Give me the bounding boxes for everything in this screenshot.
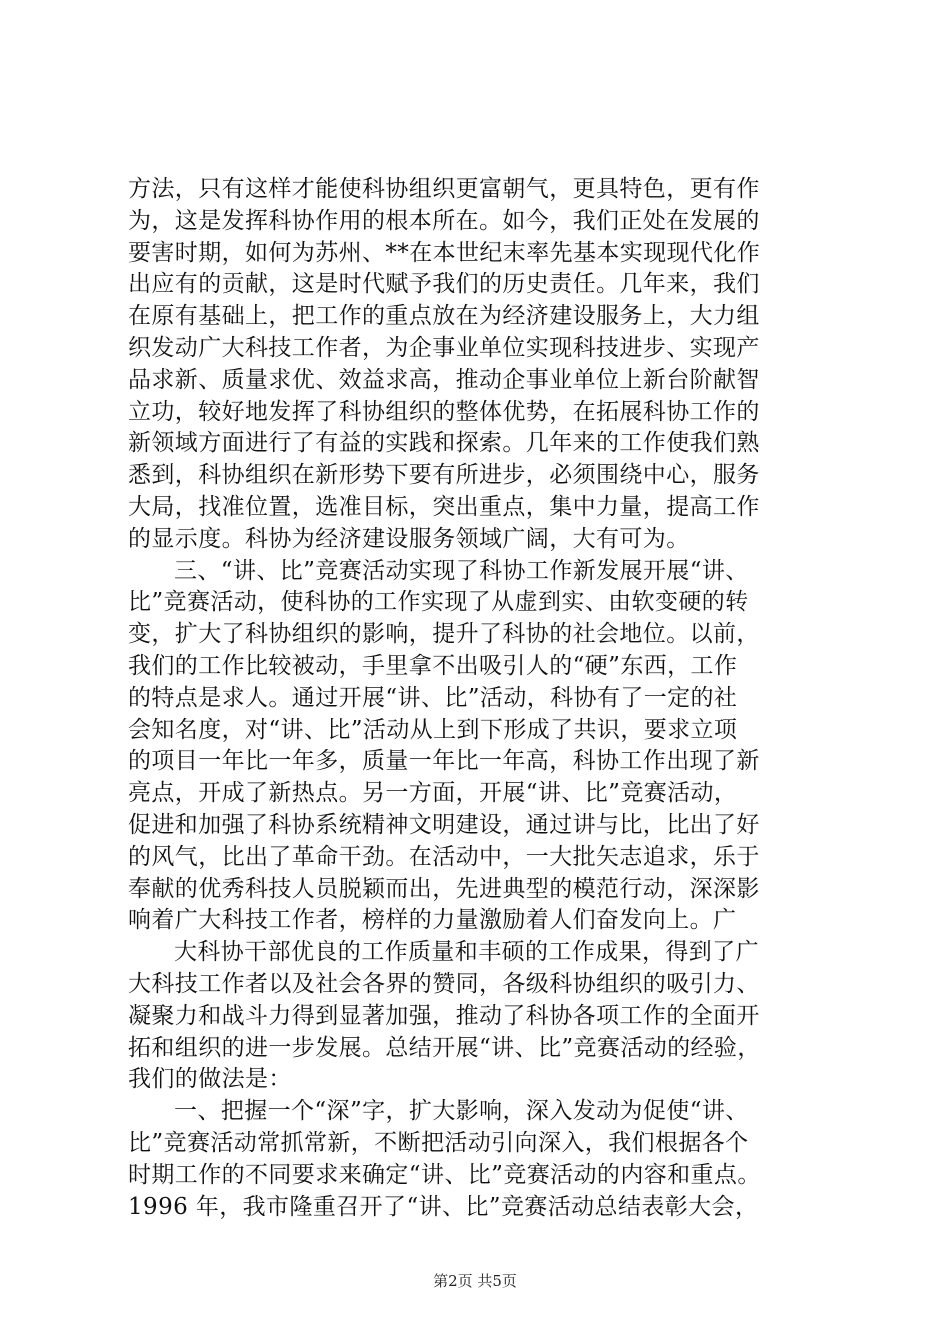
text-line: 1996 年，我市隆重召开了“讲、比”竞赛活动总结表彰大会， <box>128 1193 759 1220</box>
text-line: 新领域方面进行了有益的实践和探索。几年来的工作使我们熟 <box>128 430 760 457</box>
text-line: 凝聚力和战斗力得到显著加强，推动了科协各项工作的全面开 <box>128 1002 760 1029</box>
text-line: 方法，只有这样才能使科协组织更富朝气，更具特色，更有作 <box>128 176 760 202</box>
body-text <box>128 174 828 1223</box>
text-line: 大科技工作者以及社会各界的赞同，各级科协组织的吸引力、 <box>128 970 760 997</box>
text-line: 的风气，比出了革命干劲。在活动中，一大批矢志追求，乐于 <box>128 843 760 870</box>
text-line: 变，扩大了科协组织的影响，提升了科协的社会地位。以前， <box>128 621 760 648</box>
text-line: 三、“讲、比”竞赛活动实现了科协工作新发展开展“讲、 <box>174 557 749 584</box>
text-line: 促进和加强了科协系统精神文明建设，通过讲与比，比出了好 <box>128 811 760 838</box>
text-line: 织发动广大科技工作者，为企事业单位实现科技进步、实现产 <box>128 334 760 361</box>
text-line: 大局，找准位置，选准目标，突出重点，集中力量，提高工作 <box>128 493 760 520</box>
text-line: 悉到，科协组织在新形势下要有所进步，必须围绕中心，服务 <box>128 462 760 489</box>
text-line: 在原有基础上，把工作的重点放在为经济建设服务上，大力组 <box>128 303 760 330</box>
text-line: 会知名度，对“讲、比”活动从上到下形成了共识，要求立项 <box>128 716 738 743</box>
text-line: 的显示度。科协为经济建设服务领域广阔，大有可为。 <box>128 525 690 552</box>
text-line: 比”竞赛活动，使科协的工作实现了从虚到实、由软变硬的转 <box>128 589 749 616</box>
text-line: 的特点是求人。通过开展“讲、比”活动，科协有了一定的社 <box>128 684 738 711</box>
text-line: 我们的做法是： <box>128 1066 292 1093</box>
text-line: 比”竞赛活动常抓常新，不断把活动引向深入，我们根据各个 <box>128 1129 749 1156</box>
text-line: 的项目一年比一年多，质量一年比一年高，科协工作出现了新 <box>128 748 760 775</box>
text-line: 拓和组织的进一步发展。总结开展“讲、比”竞赛活动的经验， <box>128 1034 761 1061</box>
text-line: 要害时期，如何为苏州、**在本世纪末率先基本实现现代化作 <box>128 239 761 266</box>
page-footer: 第2页 共5页 <box>433 1272 517 1290</box>
text-line: 一、把握一个“深”字，扩大影响，深入发动为促使“讲、 <box>174 1098 749 1125</box>
text-line: 出应有的贡献，这是时代赋予我们的历史责任。几年来，我们 <box>128 271 760 298</box>
text-line: 为，这是发挥科协作用的根本所在。如今，我们正处在发展的 <box>128 207 760 234</box>
text-line: 奉献的优秀科技人员脱颖而出，先进典型的模范行动，深深影 <box>128 875 760 902</box>
text-line: 品求新、质量求优、效益求高，推动企事业单位上新台阶献智 <box>128 366 760 393</box>
text-line: 立功，较好地发挥了科协组织的整体优势，在拓展科协工作的 <box>128 398 760 425</box>
text-line: 大科协干部优良的工作质量和丰硕的工作成果，得到了广 <box>174 939 759 966</box>
text-line: 我们的工作比较被动，手里拿不出吸引人的“硬”东西，工作 <box>128 652 738 679</box>
text-line: 时期工作的不同要求来确定“讲、比”竞赛活动的内容和重点。 <box>128 1161 761 1188</box>
text-line: 亮点，开成了新热点。另一方面，开展“讲、比”竞赛活动， <box>128 780 738 807</box>
text-line: 响着广大科技工作者，榜样的力量激励着人们奋发向上。广 <box>128 907 737 934</box>
